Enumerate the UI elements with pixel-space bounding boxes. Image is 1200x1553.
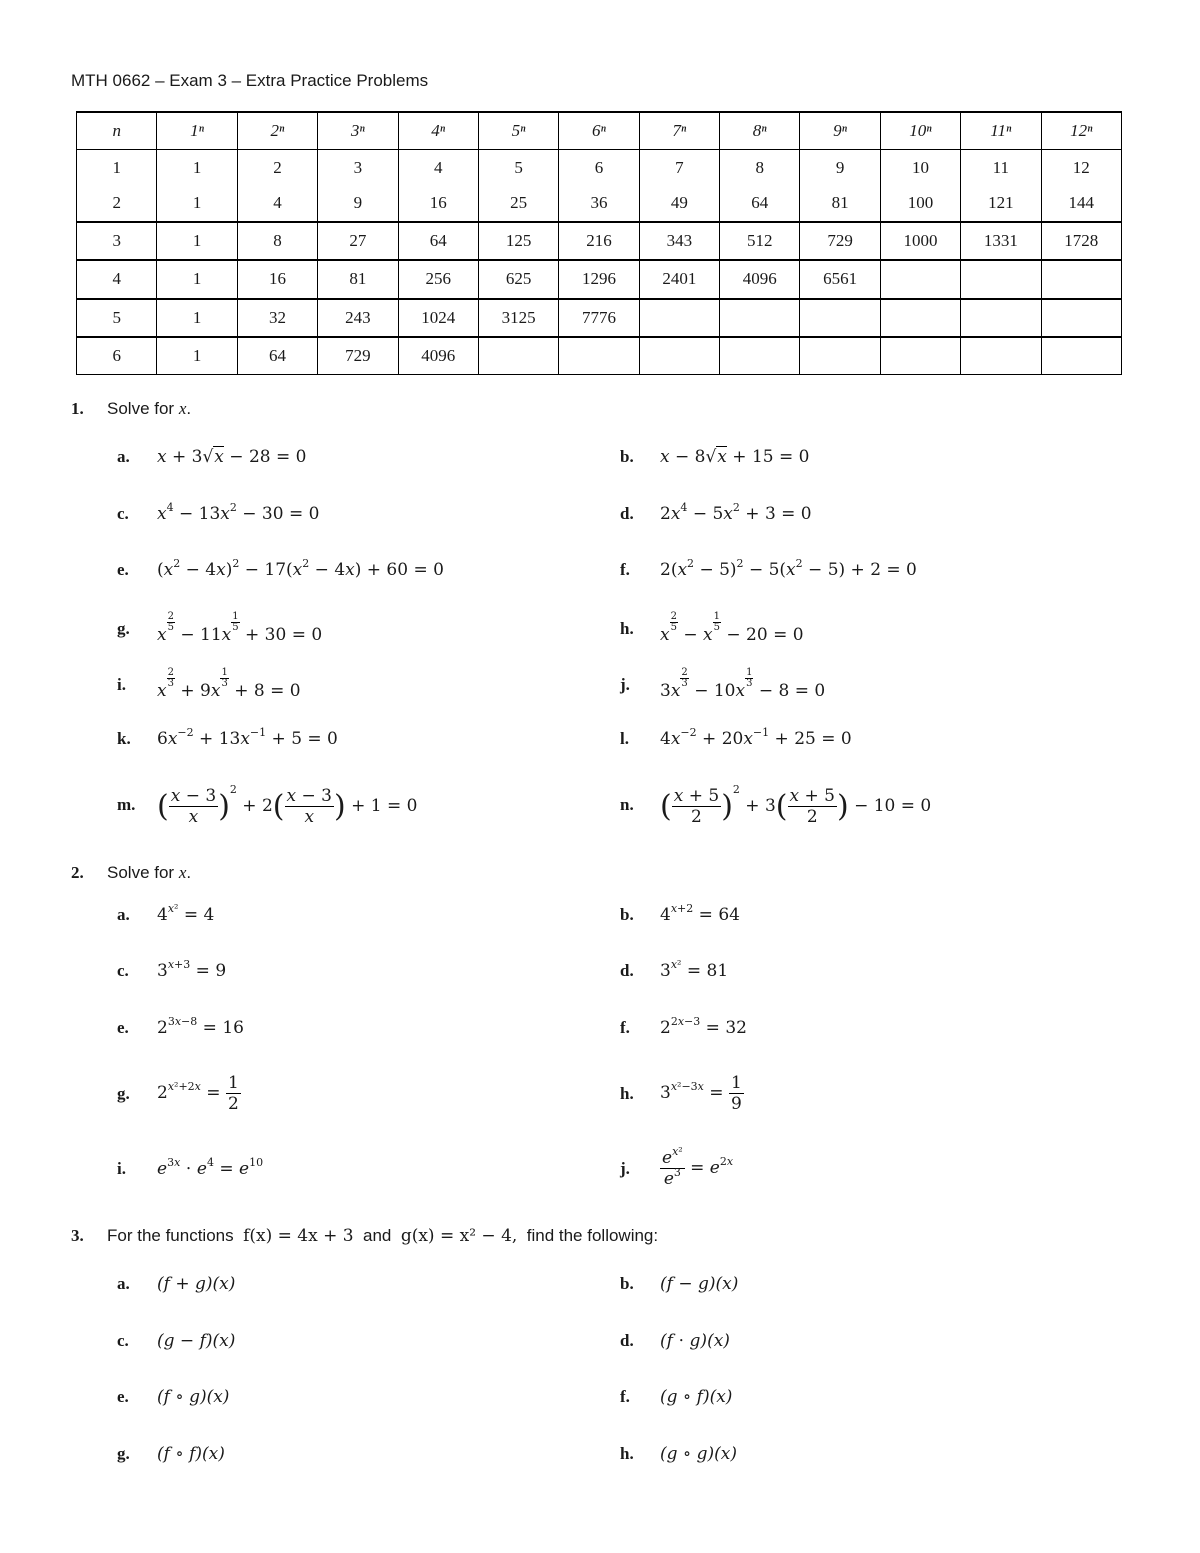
equation: $6x^{-2} + 13x^{-1} + 5 = 0$ <box>157 725 338 749</box>
table-cell: 1296 <box>559 260 639 298</box>
equation: 3x $\frac{2}{3}$ − 10x $\frac{1}{3}$ − 8 = 0 <box>660 667 826 701</box>
problem-3a <box>117 1273 235 1294</box>
problem-label: c. <box>117 503 129 523</box>
table-header-cell: 5ⁿ <box>478 112 558 150</box>
problem-label: d. <box>620 1330 634 1350</box>
table-cell: 81 <box>800 185 880 222</box>
problem-2d <box>620 957 729 981</box>
problem-1n <box>620 783 931 827</box>
equation: x $\frac{2}{5}$ − 11x $\frac{1}{5}$ + 30 = 0 <box>157 611 323 645</box>
problem-label: c. <box>117 1330 129 1350</box>
function-g-definition: g(x) = x² − 4, <box>400 1226 518 1246</box>
table-cell <box>720 337 800 375</box>
table-cell: 1024 <box>398 299 478 337</box>
table-cell: 1000 <box>880 222 960 260</box>
problem-label: g. <box>117 1083 130 1103</box>
table-row <box>77 337 1122 375</box>
table-row <box>77 185 1122 222</box>
table-cell: 2401 <box>639 260 719 298</box>
table-cell: 4096 <box>720 260 800 298</box>
equation: $\frac{e^{x^2}}{e^3}$ = $e^{2x}$ <box>662 1145 734 1189</box>
table-cell: 12 <box>1041 150 1122 186</box>
powers-table <box>76 111 1122 375</box>
problem-1i <box>117 668 301 701</box>
table-cell: 4 <box>398 150 478 186</box>
problem-1f <box>620 556 917 580</box>
table-cell: 1331 <box>961 222 1041 260</box>
problem-label: h. <box>620 1443 634 1463</box>
expression: (g ∘ g)(x) <box>660 1443 738 1464</box>
expression: (f ⋅ g)(x) <box>660 1330 730 1351</box>
table-row <box>77 299 1122 337</box>
equation: $2(x^2 - 5)^2 - 5(x^2 - 5) + 2 = 0$ <box>660 556 917 580</box>
table-cell: 729 <box>800 222 880 260</box>
table-header-cell: 7ⁿ <box>639 112 719 150</box>
table-row <box>77 150 1122 186</box>
table-cell: 64 <box>237 337 317 375</box>
equation: $(x^2 - 4x)^2 - 17(x^2 - 4x) + 60 = 0$ <box>157 556 444 580</box>
table-header-cell: 3ⁿ <box>318 112 398 150</box>
section-1-heading: 1. Solve for x. <box>71 399 192 418</box>
equation: x + 3√x − 28 = 0 <box>157 446 307 467</box>
equation: $4^{x^2} = 4$ <box>157 901 215 925</box>
problem-label: i. <box>117 1158 126 1178</box>
table-cell: 81 <box>318 260 398 298</box>
table-cell: 1 <box>157 260 237 298</box>
table-header-cell: 1ⁿ <box>157 112 237 150</box>
table-cell: 729 <box>318 337 398 375</box>
section-variable: x <box>178 863 187 882</box>
table-cell: 4096 <box>398 337 478 375</box>
table-cell <box>1041 299 1122 337</box>
table-cell: 4 <box>237 185 317 222</box>
problem-label: h. <box>620 618 634 638</box>
problem-2e <box>117 1014 244 1038</box>
equation: $2x^4 - 5x^2 + 3 = 0$ <box>660 500 812 524</box>
page-title: MTH 0662 – Exam 3 – Extra Practice Problems <box>71 71 429 90</box>
table-cell: 3 <box>77 222 157 260</box>
expression: (f ∘ g)(x) <box>157 1386 230 1407</box>
problem-label: d. <box>620 503 634 523</box>
table-cell: 7 <box>639 150 719 186</box>
table-cell: 6561 <box>800 260 880 298</box>
section-variable: x <box>178 399 187 418</box>
problem-label: e. <box>117 1386 129 1406</box>
problem-label: b. <box>620 1273 634 1293</box>
table-cell: 64 <box>720 185 800 222</box>
problem-3h <box>620 1443 737 1464</box>
table-cell <box>800 299 880 337</box>
table-cell: 144 <box>1041 185 1122 222</box>
table-cell: 1728 <box>1041 222 1122 260</box>
table-cell: 512 <box>720 222 800 260</box>
equation: $x^4 - 13x^2 - 30 = 0$ <box>157 500 320 524</box>
table-row <box>77 260 1122 298</box>
equation: $3^{x^2-3x}$ = $\frac{1}{9}$ <box>660 1073 742 1114</box>
table-cell: 5 <box>478 150 558 186</box>
table-cell: 125 <box>478 222 558 260</box>
table-cell: 3125 <box>478 299 558 337</box>
problem-label: k. <box>117 728 131 748</box>
problem-label: a. <box>117 904 130 924</box>
table-cell: 32 <box>237 299 317 337</box>
table-header-cell: 12ⁿ <box>1041 112 1122 150</box>
expression: (g ∘ f)(x) <box>660 1386 733 1407</box>
equation: x $\frac{2}{3}$ + 9x $\frac{1}{3}$ + 8 = 0 <box>157 667 301 701</box>
problem-3e <box>117 1386 229 1407</box>
equation: $3^{x^2} = 81$ <box>660 957 729 981</box>
expression: (g − f)(x) <box>157 1330 236 1351</box>
problem-label: b. <box>620 904 634 924</box>
table-cell: 4 <box>77 260 157 298</box>
table-cell: 8 <box>237 222 317 260</box>
table-cell: 1 <box>157 337 237 375</box>
problem-label: f. <box>620 1386 630 1406</box>
problem-label: a. <box>117 1273 130 1293</box>
problem-label: n. <box>620 795 634 814</box>
table-cell: 8 <box>720 150 800 186</box>
table-cell: 27 <box>318 222 398 260</box>
table-cell: 49 <box>639 185 719 222</box>
table-cell: 6 <box>559 150 639 186</box>
section-number: 2. <box>71 863 84 882</box>
equation: x − 8√x + 15 = 0 <box>660 446 810 467</box>
table-cell: 10 <box>880 150 960 186</box>
equation: $2^{x^2+2x}$ = $\frac{1}{2}$ <box>157 1073 239 1114</box>
problem-3f <box>620 1386 732 1407</box>
table-cell <box>559 337 639 375</box>
problem-label: j. <box>620 674 630 694</box>
equation: $4x^{-2} + 20x^{-1} + 25 = 0$ <box>660 725 852 749</box>
table-header-cell: 9ⁿ <box>800 112 880 150</box>
table-cell <box>639 299 719 337</box>
problem-2j <box>620 1145 734 1189</box>
table-cell: 9 <box>318 185 398 222</box>
table-cell: 625 <box>478 260 558 298</box>
problem-2i <box>117 1155 264 1179</box>
problem-1a <box>117 446 306 467</box>
section-2-heading: 2. Solve for x. <box>71 863 192 882</box>
table-cell <box>720 299 800 337</box>
table-cell: 1 <box>157 185 237 222</box>
problem-1m <box>117 783 417 827</box>
problem-2g <box>117 1073 241 1114</box>
function-f-definition: f(x) = 4x + 3 <box>243 1226 354 1246</box>
equation: ( $\frac{x - 3}{x}$ )$^2$ + 2( $\frac{x - 3}{x}$ ) + 1 = 0 <box>157 783 418 827</box>
equation: $2^{2x-3} = 32$ <box>660 1014 747 1038</box>
conjunction: and <box>363 1226 392 1245</box>
problem-label: e. <box>117 1017 129 1037</box>
table-header-cell: 8ⁿ <box>720 112 800 150</box>
table-cell: 100 <box>880 185 960 222</box>
section-number: 1. <box>71 399 84 418</box>
equation: x $\frac{2}{5}$ − x $\frac{1}{5}$ − 20 = 0 <box>660 611 804 645</box>
table-cell: 3 <box>318 150 398 186</box>
problem-1d <box>620 500 812 524</box>
table-cell: 36 <box>559 185 639 222</box>
table-cell: 16 <box>237 260 317 298</box>
table-cell <box>1041 337 1122 375</box>
table-header-cell: n <box>77 112 157 150</box>
problem-label: g. <box>117 618 130 638</box>
table-cell: 2 <box>237 150 317 186</box>
table-cell <box>880 260 960 298</box>
problem-1b <box>620 446 809 467</box>
problem-label: e. <box>117 559 129 579</box>
section-prompt: Solve for <box>107 399 175 418</box>
table-cell: 216 <box>559 222 639 260</box>
table-cell: 25 <box>478 185 558 222</box>
problem-2a <box>117 901 215 925</box>
problem-1c <box>117 500 320 524</box>
problem-2c <box>117 957 227 981</box>
problem-label: m. <box>117 795 136 814</box>
table-cell <box>961 299 1041 337</box>
problem-3g <box>117 1443 225 1464</box>
problem-label: f. <box>620 559 630 579</box>
table-row <box>77 222 1122 260</box>
table-cell: 343 <box>639 222 719 260</box>
problem-1h <box>620 612 804 645</box>
table-header-cell: 11ⁿ <box>961 112 1041 150</box>
table-cell: 1 <box>157 222 237 260</box>
problem-3c <box>117 1330 235 1351</box>
table-cell: 11 <box>961 150 1041 186</box>
table-header-cell: 2ⁿ <box>237 112 317 150</box>
table-cell <box>800 337 880 375</box>
problem-3b <box>620 1273 738 1294</box>
problem-1j <box>620 668 825 701</box>
table-cell <box>880 299 960 337</box>
problem-2f <box>620 1014 747 1038</box>
problem-label: c. <box>117 960 129 980</box>
problem-label: f. <box>620 1017 630 1037</box>
table-cell: 121 <box>961 185 1041 222</box>
table-cell: 256 <box>398 260 478 298</box>
problem-label: j. <box>620 1158 630 1178</box>
equation: $3^{x+3} = 9$ <box>157 957 227 981</box>
problem-label: i. <box>117 674 126 694</box>
equation: $2^{3x-8} = 16$ <box>157 1014 244 1038</box>
equation: $e^{3x} \cdot e^4 = e^{10}$ <box>157 1155 264 1179</box>
table-cell <box>880 337 960 375</box>
section-prompt: Solve for <box>107 863 175 882</box>
expression: (f + g)(x) <box>157 1273 236 1294</box>
table-cell: 1 <box>157 150 237 186</box>
table-cell <box>961 337 1041 375</box>
table-cell: 1 <box>77 150 157 186</box>
problem-label: h. <box>620 1083 634 1103</box>
table-cell <box>478 337 558 375</box>
problem-label: a. <box>117 446 130 466</box>
table-header-cell: 10ⁿ <box>880 112 960 150</box>
table-cell: 5 <box>77 299 157 337</box>
table-cell: 7776 <box>559 299 639 337</box>
problem-label: b. <box>620 446 634 466</box>
problem-label: d. <box>620 960 634 980</box>
equation: ( $\frac{x + 5}{2}$ )$^2$ + 3( $\frac{x + 5}{2}$ ) − 10 = 0 <box>660 783 932 827</box>
equation: $4^{x+2} = 64$ <box>660 901 740 925</box>
problem-1k <box>117 725 338 749</box>
section-number: 3. <box>71 1226 84 1245</box>
problem-2h <box>620 1073 744 1114</box>
section-3-heading <box>71 1226 658 1246</box>
expression: (f ∘ f)(x) <box>157 1443 225 1464</box>
problem-label: g. <box>117 1443 130 1463</box>
section-prompt-end: find the following: <box>526 1226 659 1245</box>
table-cell: 1 <box>157 299 237 337</box>
problem-1l <box>620 725 852 749</box>
problem-label: l. <box>620 728 629 748</box>
table-cell: 6 <box>77 337 157 375</box>
table-header-row <box>77 112 1122 150</box>
table-cell: 2 <box>77 185 157 222</box>
section-prompt: For the functions <box>107 1226 234 1245</box>
table-cell: 243 <box>318 299 398 337</box>
table-cell: 64 <box>398 222 478 260</box>
problem-1e <box>117 556 444 580</box>
table-cell <box>961 260 1041 298</box>
problem-2b <box>620 901 740 925</box>
expression: (f − g)(x) <box>660 1273 739 1294</box>
table-cell: 16 <box>398 185 478 222</box>
table-cell: 9 <box>800 150 880 186</box>
table-cell <box>1041 260 1122 298</box>
table-header-cell: 6ⁿ <box>559 112 639 150</box>
table-cell <box>639 337 719 375</box>
table-header-cell: 4ⁿ <box>398 112 478 150</box>
problem-1g <box>117 612 322 645</box>
problem-3d <box>620 1330 730 1351</box>
